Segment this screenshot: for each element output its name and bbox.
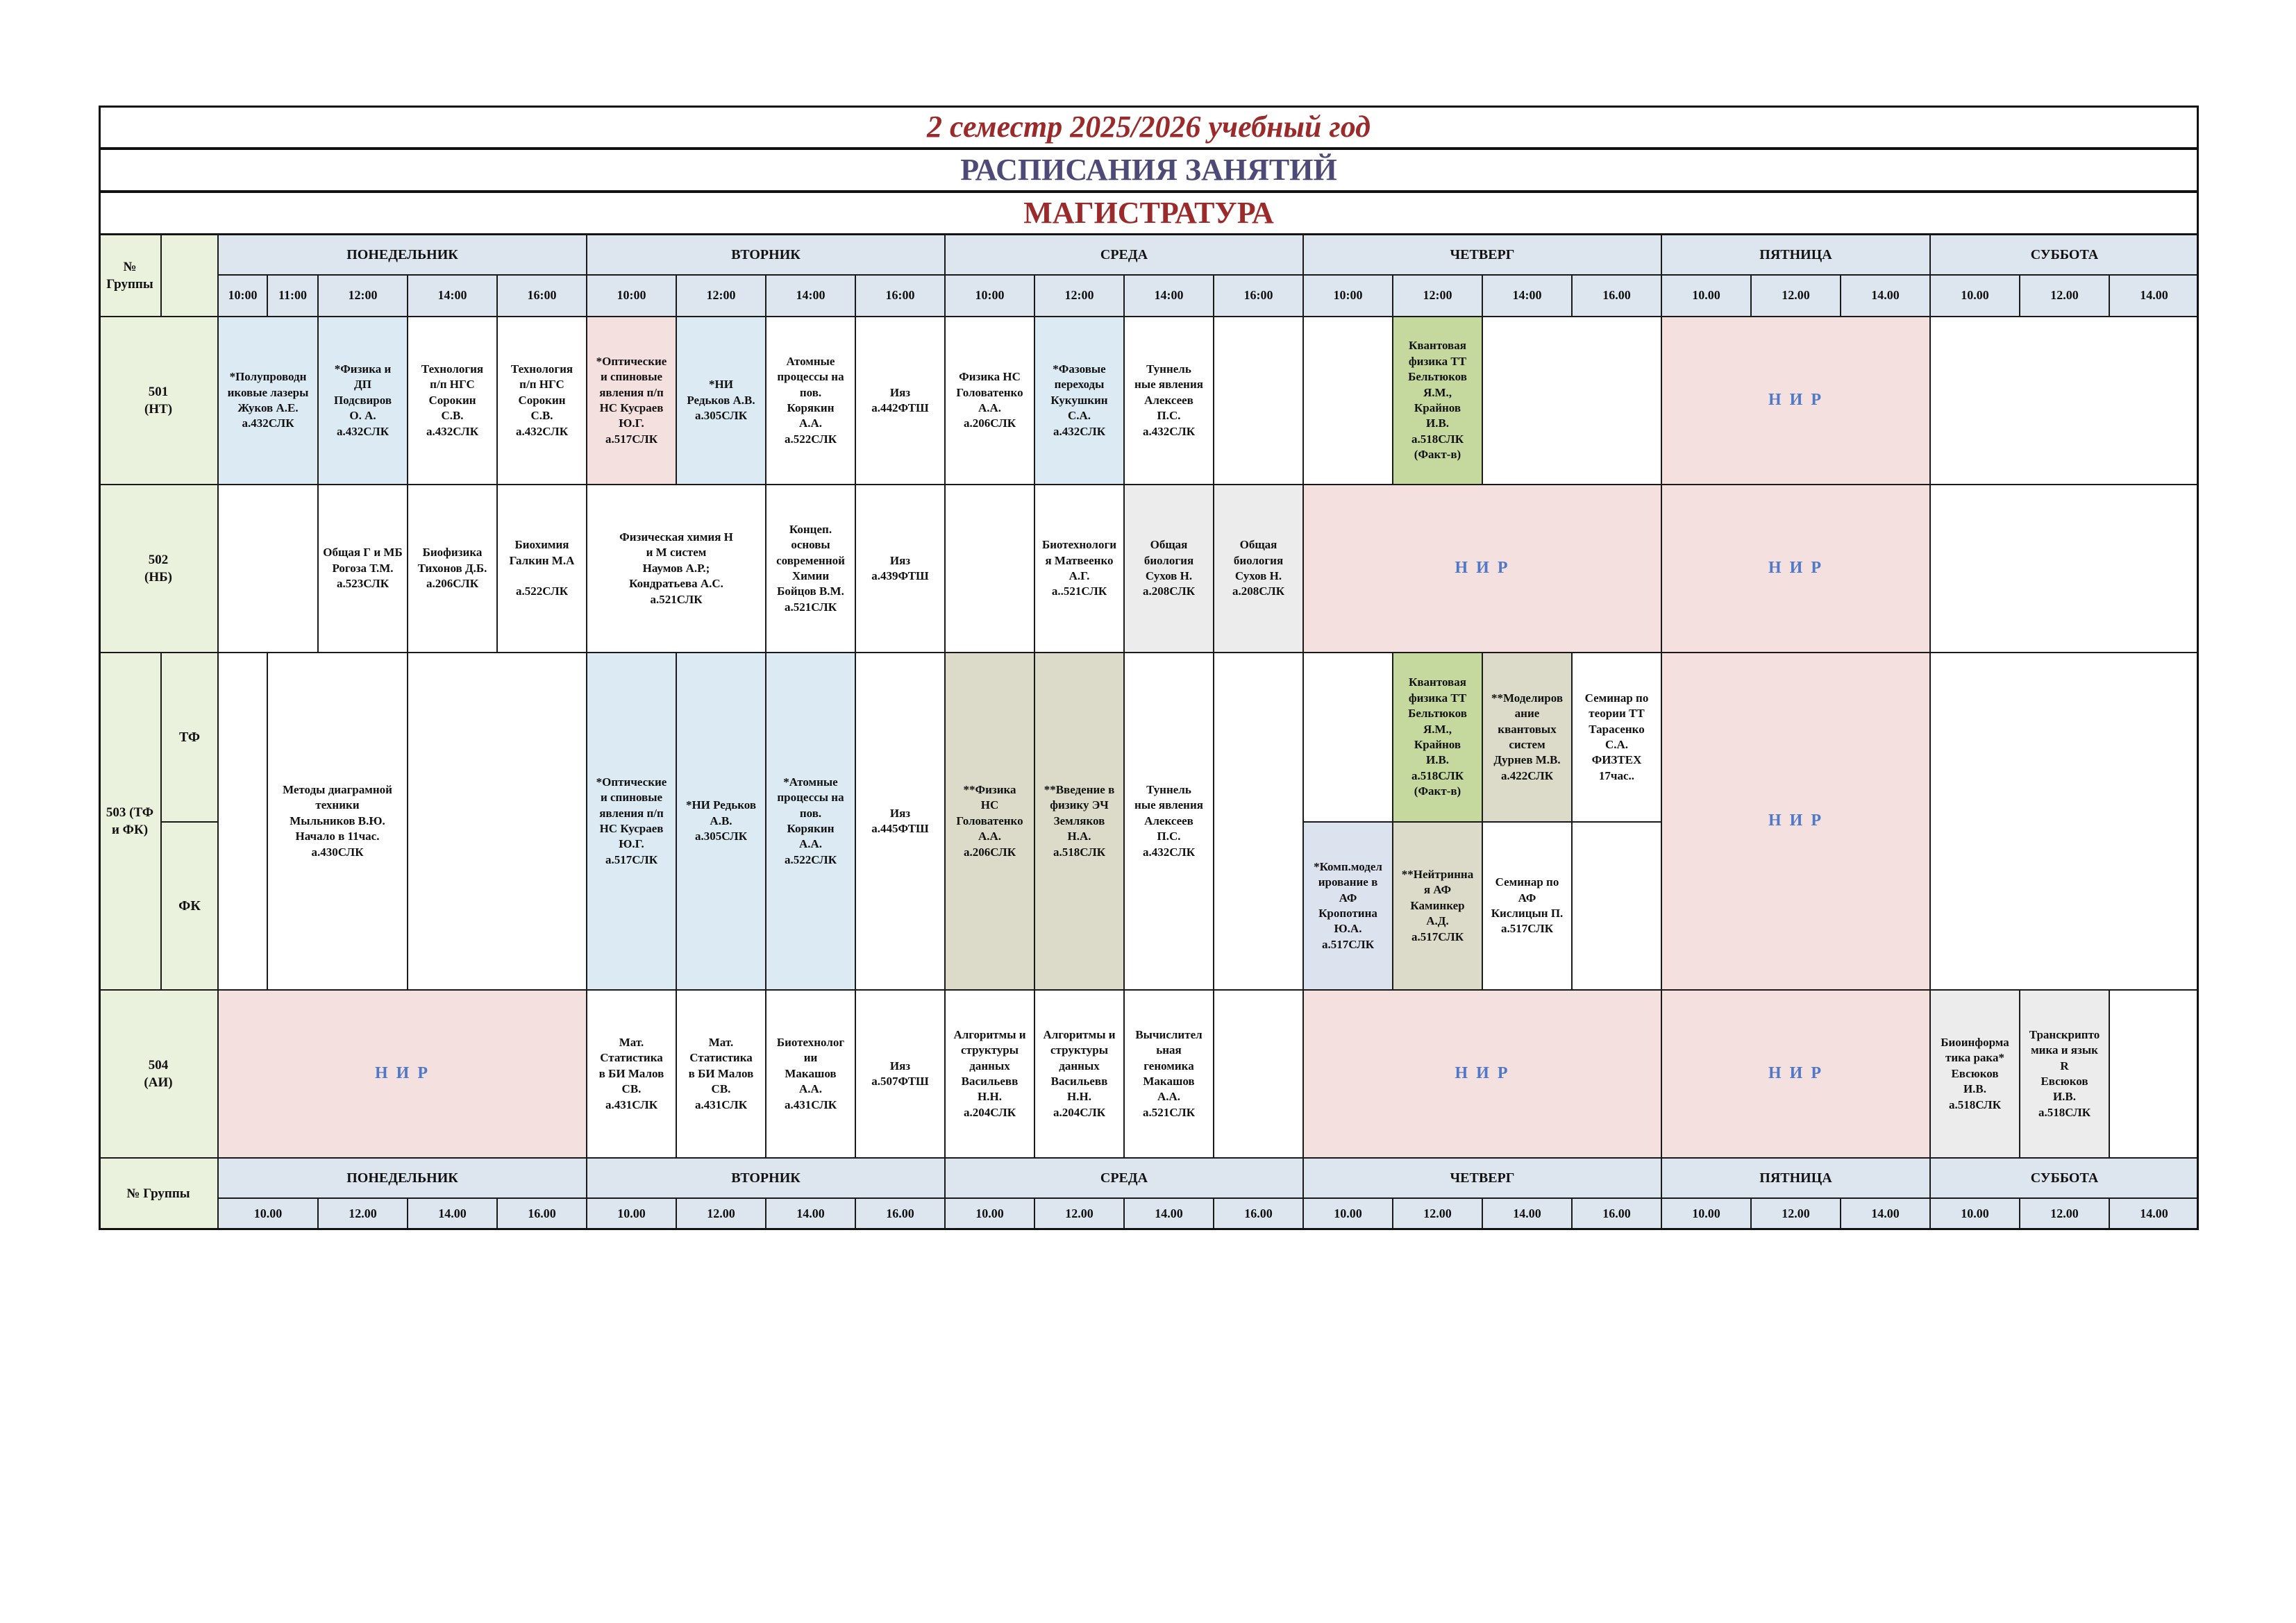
time-slot-header bbox=[1572, 275, 1661, 317]
class-cell-text: Атомные процессы на пов. Корякин А.А. а.522СЛК bbox=[777, 354, 844, 446]
program-title bbox=[99, 192, 2199, 235]
class-cell-text: Физика НС Головатенко А.А. а.206СЛК bbox=[956, 370, 1023, 430]
time-slot-footer-text: 10.00 bbox=[1961, 1206, 1989, 1221]
empty-cell bbox=[218, 485, 318, 653]
group-502 bbox=[99, 485, 218, 653]
class-cell bbox=[1393, 653, 1482, 822]
class-cell-text: Вычислител ьная геномика Макашов А.А. а.521СЛК bbox=[1135, 1027, 1203, 1119]
class-cell bbox=[1303, 822, 1393, 990]
class-cell-text: **Нейтринна я АФ Каминкер А.Д. а.517СЛК bbox=[1401, 867, 1474, 943]
time-slot-footer-text: 14.00 bbox=[796, 1206, 825, 1221]
time-slot-header-text: 14:00 bbox=[437, 288, 467, 303]
time-slot-header-text: 12:00 bbox=[706, 288, 736, 303]
class-cell-text: Алгоритмы и структуры данных Васильевв Н.Н. а.204СЛК bbox=[953, 1027, 1026, 1119]
class-cell bbox=[1124, 317, 1214, 485]
time-slot-footer bbox=[1124, 1198, 1214, 1230]
class-cell-text: Семинар по АФ Кислицын П. а.517СЛК bbox=[1491, 875, 1564, 936]
class-cell-text: Мат. Статистика в БИ Малов СВ. а.431СЛК bbox=[688, 1035, 754, 1111]
empty-cell bbox=[1214, 317, 1303, 485]
class-cell bbox=[1214, 485, 1303, 653]
nir-block-text: Н И Р bbox=[375, 1064, 430, 1083]
class-cell bbox=[497, 317, 587, 485]
time-slot-footer bbox=[1751, 1198, 1841, 1230]
time-slot-header-text: 14.00 bbox=[1871, 288, 1900, 303]
class-cell bbox=[2020, 990, 2109, 1158]
class-cell bbox=[766, 653, 855, 990]
class-cell-text: Квантовая физика ТТ Бельтюков Я.М., Крайнов И.В. а.518СЛК (Факт-в) bbox=[1408, 675, 1467, 798]
time-slot-header bbox=[408, 275, 497, 317]
empty-cell bbox=[218, 653, 267, 990]
time-slot-header bbox=[1303, 275, 1393, 317]
class-cell-text: Концеп. основы современной Химии Бойцов В.М. а.521СЛК bbox=[776, 522, 845, 614]
nir-block bbox=[1661, 485, 1930, 653]
empty-cell bbox=[2109, 990, 2199, 1158]
day-header-text: ПОНЕДЕЛЬНИК bbox=[346, 246, 458, 262]
class-cell-text: *Фазовые переходы Кукушкин С.А. а.432СЛК bbox=[1050, 362, 1108, 438]
group-501 bbox=[99, 317, 218, 485]
day-header-text: ПЯТНИЦА bbox=[1759, 246, 1832, 262]
time-slot-footer bbox=[1393, 1198, 1482, 1230]
subgroup-header bbox=[161, 235, 218, 317]
day-footer-text: ПЯТНИЦА bbox=[1759, 1170, 1832, 1186]
time-slot-header bbox=[318, 275, 408, 317]
class-cell bbox=[945, 990, 1034, 1158]
class-cell bbox=[676, 317, 766, 485]
schedule-title-text: РАСПИСАНИЯ ЗАНЯТИЙ bbox=[960, 152, 1337, 187]
day-header bbox=[218, 235, 587, 275]
day-footer-text: ПОНЕДЕЛЬНИК bbox=[346, 1170, 458, 1186]
class-cell bbox=[676, 653, 766, 990]
time-slot-footer bbox=[1572, 1198, 1661, 1230]
group-header bbox=[99, 235, 161, 317]
class-cell bbox=[587, 653, 676, 990]
time-slot-footer bbox=[766, 1198, 855, 1230]
day-header-text: СРЕДА bbox=[1100, 246, 1148, 262]
class-cell-text: Биохимия Галкин М.А а.522СЛК bbox=[509, 538, 575, 598]
program-title-text: МАГИСТРАТУРА bbox=[1023, 195, 1274, 230]
class-cell-text: Мат. Статистика в БИ Малов СВ. а.431СЛК bbox=[598, 1035, 664, 1111]
empty-cell bbox=[1572, 822, 1661, 990]
nir-block-text: Н И Р bbox=[1455, 559, 1510, 578]
time-slot-footer-text: 12.00 bbox=[349, 1206, 377, 1221]
empty-cell bbox=[1930, 653, 2199, 990]
class-cell bbox=[1393, 317, 1482, 485]
time-slot-header bbox=[1034, 275, 1124, 317]
time-slot-footer-text: 12.00 bbox=[707, 1206, 735, 1221]
class-cell bbox=[587, 990, 676, 1158]
class-cell-text: *Комп.модел ирование в АФ Кропотина Ю.А. а.517СЛК bbox=[1314, 859, 1382, 951]
time-slot-footer bbox=[1482, 1198, 1572, 1230]
time-slot-footer-text: 12.00 bbox=[1065, 1206, 1093, 1221]
time-slot-footer-text: 10.00 bbox=[617, 1206, 646, 1221]
day-header-text: ВТОРНИК bbox=[731, 246, 801, 262]
class-cell-text: Общая Г и МБ Рогоза Т.М. а.523СЛК bbox=[323, 546, 403, 591]
nir-block-text: Н И Р bbox=[1768, 391, 1823, 410]
class-cell-text: **Физика НС Головатенко А.А. а.206СЛК bbox=[956, 782, 1023, 859]
class-cell bbox=[497, 485, 587, 653]
time-slot-footer bbox=[1930, 1198, 2020, 1230]
time-slot-footer-text: 12.00 bbox=[1423, 1206, 1452, 1221]
nir-block bbox=[1303, 990, 1661, 1158]
time-slot-footer-text: 10.00 bbox=[975, 1206, 1004, 1221]
empty-cell bbox=[945, 485, 1034, 653]
time-slot-header bbox=[1214, 275, 1303, 317]
class-cell-text: Биоинформа тика рака* Евсюков И.В. а.518СЛК bbox=[1941, 1035, 2009, 1111]
class-cell-text: *Оптические и спиновые явления п/п НС Кусраев Ю.Г. а.517СЛК bbox=[596, 354, 667, 446]
day-footer-text: ВТОРНИК bbox=[731, 1170, 801, 1186]
class-cell-text: *Физика и ДП Подсвиров О. А. а.432СЛК bbox=[333, 362, 392, 438]
time-slot-header-text: 10:00 bbox=[1333, 288, 1363, 303]
time-slot-footer bbox=[855, 1198, 945, 1230]
class-cell bbox=[1124, 990, 1214, 1158]
class-cell bbox=[766, 317, 855, 485]
class-cell bbox=[587, 317, 676, 485]
class-cell bbox=[1124, 485, 1214, 653]
class-cell-text: Общая биология Сухов Н. а.208СЛК bbox=[1142, 538, 1196, 598]
empty-cell bbox=[1930, 485, 2199, 653]
time-slot-footer bbox=[945, 1198, 1034, 1230]
class-cell bbox=[1034, 990, 1124, 1158]
class-cell-text: Биотехнолог ии Макашов А.А. а.431СЛК bbox=[776, 1035, 845, 1111]
empty-cell bbox=[1214, 990, 1303, 1158]
day-footer bbox=[945, 1158, 1303, 1198]
time-slot-header-text: 14.00 bbox=[2140, 288, 2168, 303]
time-slot-header bbox=[1482, 275, 1572, 317]
class-cell-text: Ияз а.445ФТШ bbox=[871, 806, 929, 835]
class-cell bbox=[1482, 822, 1572, 990]
class-cell bbox=[408, 317, 497, 485]
time-slot-footer bbox=[587, 1198, 676, 1230]
class-cell-text: *Полупроводн иковые лазеры Жуков А.Е. а.432СЛК bbox=[227, 370, 309, 430]
time-slot-footer-text: 16.00 bbox=[1602, 1206, 1631, 1221]
time-slot-footer bbox=[408, 1198, 497, 1230]
nir-block bbox=[1661, 990, 1930, 1158]
class-cell-text: Технология п/п НГС Сорокин С.В. а.432СЛК bbox=[421, 362, 484, 438]
class-cell bbox=[1034, 317, 1124, 485]
class-cell-text: Туннель ные явления Алексеев П.С. а.432СЛК bbox=[1134, 362, 1203, 438]
class-cell bbox=[855, 653, 945, 990]
day-header-text: ЧЕТВЕРГ bbox=[1450, 246, 1515, 262]
day-header bbox=[587, 235, 945, 275]
day-header bbox=[1930, 235, 2199, 275]
time-slot-footer-text: 10.00 bbox=[1334, 1206, 1362, 1221]
time-slot-header-text: 14:00 bbox=[1512, 288, 1542, 303]
time-slot-footer bbox=[2020, 1198, 2109, 1230]
class-cell bbox=[1930, 990, 2020, 1158]
group-503-text: 503 (ТФ и ФК) bbox=[106, 805, 154, 837]
time-slot-footer bbox=[318, 1198, 408, 1230]
class-cell-text: *Атомные процессы на пов. Корякин А.А. а.522СЛК bbox=[777, 775, 844, 866]
empty-cell bbox=[1930, 317, 2199, 485]
time-slot-footer bbox=[1214, 1198, 1303, 1230]
class-cell bbox=[855, 990, 945, 1158]
subgroup-fk-text: ФК bbox=[178, 898, 201, 914]
nir-block-text: Н И Р bbox=[1768, 559, 1823, 578]
time-slot-header-text: 12:00 bbox=[1423, 288, 1452, 303]
group-footer-text: № Группы bbox=[126, 1186, 190, 1202]
time-slot-footer-text: 12.00 bbox=[2050, 1206, 2079, 1221]
group-502-text: 502 (НБ) bbox=[144, 552, 172, 585]
schedule-title bbox=[99, 149, 2199, 192]
class-cell bbox=[945, 653, 1034, 990]
time-slot-footer-text: 10.00 bbox=[1692, 1206, 1720, 1221]
class-cell bbox=[318, 317, 408, 485]
class-cell-text: Ияз а.439ФТШ bbox=[871, 553, 929, 582]
nir-block bbox=[1303, 485, 1661, 653]
time-slot-footer-text: 16.00 bbox=[1244, 1206, 1273, 1221]
time-slot-header bbox=[945, 275, 1034, 317]
time-slot-header-text: 10:00 bbox=[617, 288, 646, 303]
day-header bbox=[1661, 235, 1930, 275]
time-slot-header bbox=[497, 275, 587, 317]
time-slot-footer bbox=[1303, 1198, 1393, 1230]
nir-block-text: Н И Р bbox=[1455, 1064, 1510, 1083]
subgroup-fk bbox=[161, 822, 218, 990]
class-cell bbox=[766, 990, 855, 1158]
time-slot-header bbox=[2020, 275, 2109, 317]
day-header bbox=[945, 235, 1303, 275]
subgroup-tf-text: ТФ bbox=[178, 729, 201, 745]
group-501-text: 501 (НТ) bbox=[144, 384, 173, 417]
empty-cell bbox=[1482, 317, 1661, 485]
class-cell bbox=[218, 317, 318, 485]
time-slot-footer-text: 14.00 bbox=[1155, 1206, 1183, 1221]
day-footer bbox=[218, 1158, 587, 1198]
day-footer bbox=[1303, 1158, 1661, 1198]
time-slot-header bbox=[1841, 275, 1930, 317]
time-slot-header bbox=[587, 275, 676, 317]
class-cell bbox=[676, 990, 766, 1158]
time-slot-footer bbox=[2109, 1198, 2199, 1230]
class-cell bbox=[1572, 653, 1661, 822]
class-cell-text: Ияз а.507ФТШ bbox=[871, 1059, 929, 1088]
time-slot-footer bbox=[497, 1198, 587, 1230]
time-slot-footer-text: 14.00 bbox=[2140, 1206, 2168, 1221]
group-504-text: 504 (АИ) bbox=[144, 1057, 173, 1090]
group-504 bbox=[99, 990, 218, 1158]
time-slot-header bbox=[1124, 275, 1214, 317]
class-cell-text: Семинар по теории ТТ Тарасенко С.А. ФИЗТЕХ 17час.. bbox=[1584, 691, 1649, 782]
time-slot-header bbox=[218, 275, 267, 317]
time-slot-header-text: 14:00 bbox=[1154, 288, 1184, 303]
time-slot-footer bbox=[676, 1198, 766, 1230]
time-slot-header-text: 14:00 bbox=[796, 288, 826, 303]
class-cell bbox=[1034, 653, 1124, 990]
class-cell bbox=[318, 485, 408, 653]
class-cell-text: Общая биология Сухов Н. а.208СЛК bbox=[1232, 538, 1285, 598]
time-slot-footer-text: 10.00 bbox=[253, 1206, 283, 1221]
time-slot-header bbox=[2109, 275, 2199, 317]
group-503 bbox=[99, 653, 161, 990]
day-header bbox=[1303, 235, 1661, 275]
time-slot-header bbox=[1930, 275, 2020, 317]
time-slot-header bbox=[855, 275, 945, 317]
time-slot-header-text: 16:00 bbox=[527, 288, 557, 303]
time-slot-header bbox=[267, 275, 318, 317]
day-header-text: СУББОТА bbox=[2030, 246, 2099, 262]
nir-block-text: Н И Р bbox=[1768, 1064, 1823, 1083]
time-slot-header-text: 12:00 bbox=[348, 288, 378, 303]
class-cell-text: *Оптические и спиновые явления п/п НС Кусраев Ю.Г. а.517СЛК bbox=[596, 775, 667, 866]
empty-cell bbox=[1214, 653, 1303, 990]
class-cell-text: **Введение в физику ЭЧ Земляков Н.А. а.518СЛК bbox=[1044, 782, 1115, 859]
day-footer-text: СРЕДА bbox=[1100, 1170, 1148, 1186]
subgroup-tf bbox=[161, 653, 218, 822]
nir-block bbox=[1661, 653, 1930, 990]
empty-cell bbox=[1303, 317, 1393, 485]
empty-cell bbox=[408, 653, 587, 990]
class-cell-text: Транскрипто мика и язык R Евсюков И.В. а.518СЛК bbox=[2029, 1027, 2100, 1119]
time-slot-header-text: 16:00 bbox=[885, 288, 915, 303]
class-cell-text: Технология п/п НГС Сорокин С.В. а.432СЛК bbox=[510, 362, 573, 438]
class-cell bbox=[766, 485, 855, 653]
class-cell bbox=[587, 485, 766, 653]
class-cell bbox=[855, 485, 945, 653]
class-cell bbox=[945, 317, 1034, 485]
empty-cell bbox=[1303, 653, 1393, 822]
day-footer-text: СУББОТА bbox=[2030, 1170, 2099, 1186]
class-cell-text: Методы диаграмной техники Мыльников В.Ю. Начало в 11час. а.430СЛК bbox=[283, 782, 392, 859]
class-cell-text: Туннель ные явления Алексеев П.С. а.432СЛК bbox=[1134, 782, 1203, 859]
semester-title bbox=[99, 106, 2199, 149]
group-footer bbox=[99, 1158, 218, 1230]
nir-block-text: Н И Р bbox=[1768, 812, 1823, 830]
semester-title-text: 2 семестр 2025/2026 учебный год bbox=[927, 109, 1371, 144]
day-footer bbox=[1661, 1158, 1930, 1198]
day-footer bbox=[1930, 1158, 2199, 1198]
class-cell bbox=[1393, 822, 1482, 990]
time-slot-footer bbox=[1841, 1198, 1930, 1230]
day-footer-text: ЧЕТВЕРГ bbox=[1450, 1170, 1515, 1186]
time-slot-footer-text: 16.00 bbox=[886, 1206, 914, 1221]
class-cell-text: *НИ Редьков А.В. а.305СЛК bbox=[685, 798, 757, 843]
class-cell-text: Ияз а.442ФТШ bbox=[871, 385, 929, 414]
class-cell bbox=[855, 317, 945, 485]
class-cell-text: Алгоритмы и структуры данных Васильевв Н.Н. а.204СЛК bbox=[1043, 1027, 1116, 1119]
time-slot-header-text: 16.00 bbox=[1602, 288, 1631, 303]
time-slot-header-text: 10.00 bbox=[1692, 288, 1720, 303]
class-cell-text: *НИ Редьков А.В. а.305СЛК bbox=[687, 378, 755, 423]
group-header-text: № Группы bbox=[106, 259, 153, 292]
time-slot-header-text: 10:00 bbox=[975, 288, 1005, 303]
time-slot-footer bbox=[1034, 1198, 1124, 1230]
nir-block bbox=[218, 990, 587, 1158]
time-slot-footer-text: 16.00 bbox=[528, 1206, 556, 1221]
time-slot-footer-text: 14.00 bbox=[1871, 1206, 1900, 1221]
class-cell-text: Физическая химия Н и М систем Наумов А.Р.; Кондратьева А.С. а.521СЛК bbox=[619, 530, 733, 606]
nir-block bbox=[1661, 317, 1930, 485]
class-cell bbox=[408, 485, 497, 653]
class-cell-text: Квантовая физика ТТ Бельтюков Я.М., Крайнов И.В. а.518СЛК (Факт-в) bbox=[1408, 339, 1467, 462]
time-slot-header-text: 11:00 bbox=[278, 288, 307, 303]
time-slot-header bbox=[766, 275, 855, 317]
time-slot-footer-text: 14.00 bbox=[1513, 1206, 1541, 1221]
day-footer bbox=[587, 1158, 945, 1198]
time-slot-footer-text: 12.00 bbox=[1782, 1206, 1810, 1221]
class-cell-text: **Моделиров ание квантовых систем Дурнев М.В. а.422СЛК bbox=[1491, 691, 1564, 782]
time-slot-header-text: 12:00 bbox=[1064, 288, 1094, 303]
time-slot-header-text: 16:00 bbox=[1243, 288, 1273, 303]
class-cell-text: Биотехнологи я Матвеенко А.Г. а..521СЛК bbox=[1042, 538, 1116, 598]
time-slot-header-text: 12.00 bbox=[2050, 288, 2079, 303]
class-cell bbox=[1034, 485, 1124, 653]
time-slot-header-text: 10.00 bbox=[1961, 288, 1989, 303]
time-slot-footer bbox=[218, 1198, 318, 1230]
time-slot-header bbox=[1751, 275, 1841, 317]
time-slot-header bbox=[1393, 275, 1482, 317]
class-cell bbox=[1482, 653, 1572, 822]
time-slot-header-text: 10:00 bbox=[228, 288, 258, 303]
class-cell bbox=[1124, 653, 1214, 990]
time-slot-header bbox=[1661, 275, 1751, 317]
time-slot-header bbox=[676, 275, 766, 317]
time-slot-footer bbox=[1661, 1198, 1751, 1230]
class-cell-text: Биофизика Тихонов Д.Б. а.206СЛК bbox=[417, 546, 487, 591]
time-slot-header-text: 12.00 bbox=[1782, 288, 1810, 303]
time-slot-footer-text: 14.00 bbox=[438, 1206, 467, 1221]
class-cell bbox=[267, 653, 408, 990]
